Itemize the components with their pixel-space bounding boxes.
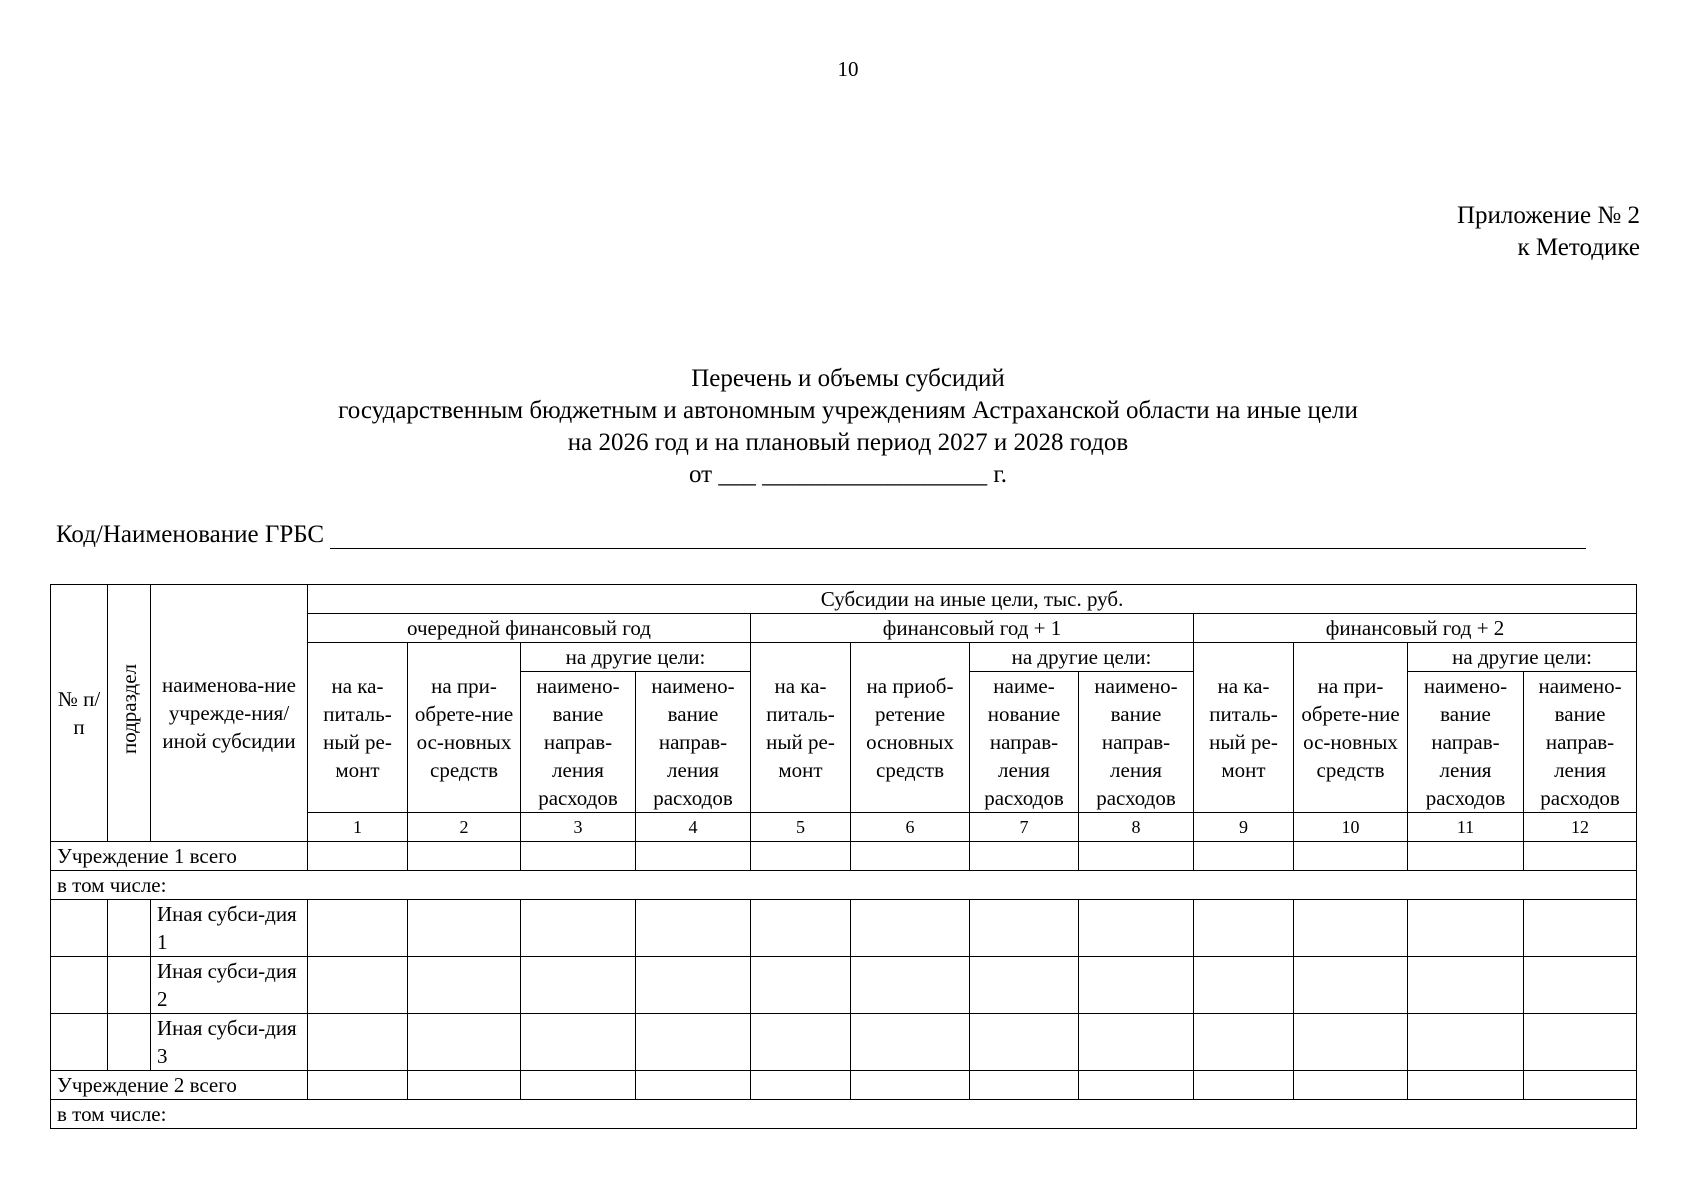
- row-label: в том числе:: [51, 1100, 1637, 1129]
- row-label: в том числе:: [51, 871, 1637, 900]
- table-row: [51, 1014, 1637, 1071]
- table-row: [51, 1071, 1637, 1100]
- header-cap-repair-12: на ка-питаль-ный ре-монт: [1194, 643, 1294, 813]
- colnum-cell: 12: [1524, 813, 1637, 842]
- header-num: № п/п: [51, 585, 108, 842]
- header-dir-6: наимено-вание направ-ления расходов: [521, 672, 636, 813]
- header-year-2: финансовый год + 2: [1194, 614, 1637, 643]
- header-cap-repair-4: на ка-питаль-ный ре-монт: [308, 643, 408, 813]
- header-subsection: [108, 585, 151, 842]
- colnum-cell: 5: [751, 813, 851, 842]
- header-dir-15: наимено-вание направ-ления расходов: [1524, 672, 1637, 813]
- header-cap-repair-8: на ка-питаль-ный ре-монт: [751, 643, 851, 813]
- colnum-cell: 3: [521, 813, 636, 842]
- table-row: [51, 1100, 1637, 1129]
- header-other-y1: на другие цели:: [970, 643, 1194, 672]
- title-line-3: на 2026 год и на плановый период 2027 и 2028 годов: [567, 429, 1129, 456]
- header-other-y0: на другие цели:: [521, 643, 751, 672]
- colnum-cell: 4: [636, 813, 751, 842]
- row-label: Иная субси-дия 2: [151, 957, 308, 1014]
- colnum-cell: 7: [970, 813, 1079, 842]
- table-row: [51, 842, 1637, 871]
- subsidies-table: [50, 584, 1637, 1129]
- header-dir-11: наимено-вание направ-ления расходов: [1079, 672, 1194, 813]
- colnum-cell: 2: [408, 813, 521, 842]
- colnum-cell: 10: [1294, 813, 1408, 842]
- colnum-cell: 1: [308, 813, 408, 842]
- appendix-line-2: к Методике: [1517, 234, 1640, 261]
- colnum-cell: 8: [1079, 813, 1194, 842]
- table-row: [51, 957, 1637, 1014]
- title-line-4: от ___ __________________ г.: [688, 461, 1008, 488]
- appendix-note: [1457, 200, 1640, 264]
- row-label: Учреждение 2 всего: [51, 1071, 308, 1100]
- header-dir-10: наиме-нование направ-ления расходов: [970, 672, 1079, 813]
- header-year-1: финансовый год + 1: [751, 614, 1194, 643]
- grbs-blank-line: [330, 524, 1586, 549]
- table-row: [51, 900, 1637, 957]
- header-dir-7: наимено-вание направ-ления расходов: [636, 672, 751, 813]
- title-line-2: государственным бюджетным и автономным учреждениям Астраханской области на иные цели: [338, 397, 1358, 424]
- row-label: Иная субси-дия 3: [151, 1014, 308, 1071]
- title-line-1: Перечень и объемы субсидий: [691, 365, 1005, 392]
- header-name: наименова-ние учрежде-ния/иной субсидии: [151, 585, 308, 842]
- header-dir-14: наимено-вание направ-ления расходов: [1408, 672, 1524, 813]
- document-title: [0, 363, 1696, 491]
- header-acquisition-5: на при-обрете-ние ос-новных средств: [408, 643, 521, 813]
- grbs-label: Код/Наименование ГРБС: [56, 521, 325, 548]
- header-acquisition-9: на приоб-ретение основных средств: [851, 643, 970, 813]
- header-acquisition-13: на при-обрете-ние ос-новных средств: [1294, 643, 1408, 813]
- colnum-cell: 9: [1194, 813, 1294, 842]
- header-year-0: очередной финансовый год: [308, 614, 751, 643]
- grbs-field: [56, 521, 1586, 549]
- colnum-cell: 6: [851, 813, 970, 842]
- row-label: Учреждение 1 всего: [51, 842, 308, 871]
- table-row: [51, 871, 1637, 900]
- appendix-line-1: Приложение № 2: [1456, 202, 1640, 229]
- page-number: 10: [837, 57, 859, 81]
- colnum-cell: 11: [1408, 813, 1524, 842]
- header-other-y2: на другие цели:: [1408, 643, 1637, 672]
- header-subsidies: Субсидии на иные цели, тыс. руб.: [308, 585, 1637, 614]
- header-subsection-text: подраздел: [117, 664, 141, 755]
- row-label: Иная субси-дия 1: [151, 900, 308, 957]
